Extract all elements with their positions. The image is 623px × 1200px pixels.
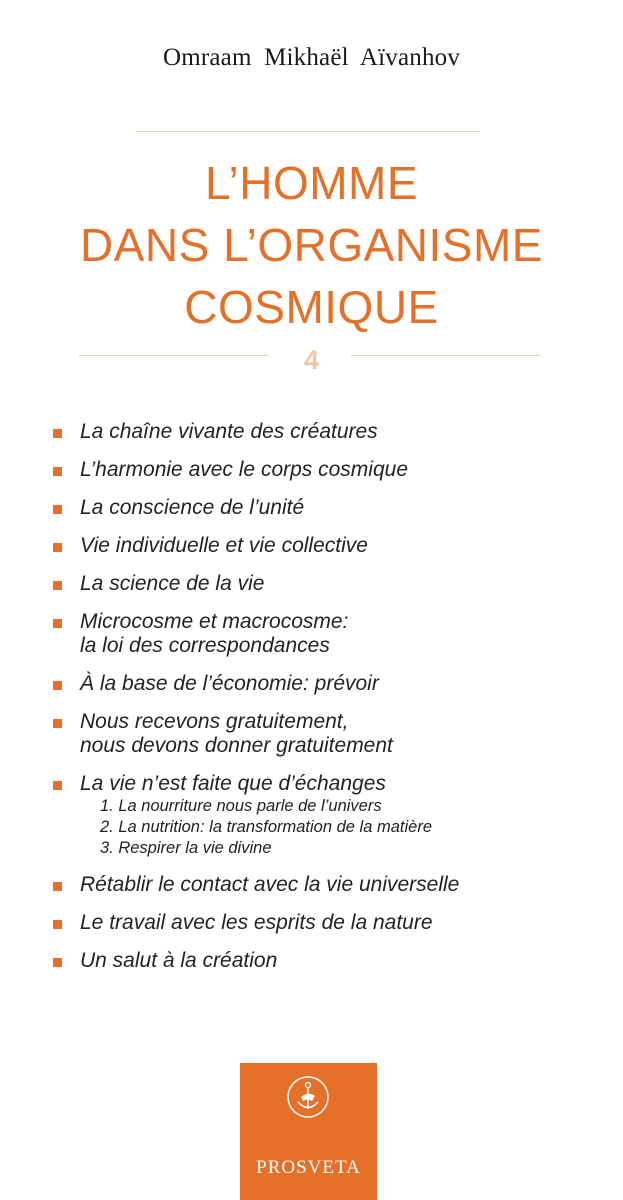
book-title: [0, 152, 623, 338]
title-line-1: L’HOMME: [204, 157, 419, 209]
publisher-logo: [240, 1063, 377, 1200]
square-bullet-icon: [53, 882, 62, 891]
square-bullet-icon: [53, 619, 62, 628]
toc-item: La conscience de l’unité: [53, 496, 613, 520]
toc-subitem: 3. Respirer la vie divine: [100, 839, 272, 857]
anchor-emblem-icon: [286, 1075, 330, 1119]
square-bullet-icon: [53, 719, 62, 728]
toc-item: Le travail avec les esprits de la nature: [53, 911, 613, 935]
publisher-name: PROSVETA: [256, 1157, 361, 1178]
toc-item: L’harmonie avec le corps cosmique: [53, 458, 613, 482]
title-line-2: DANS L’ORGANISME: [80, 219, 543, 271]
toc-item: La chaîne vivante des créatures: [53, 420, 613, 444]
toc-item: Rétablir le contact avec la vie universelle: [53, 873, 613, 897]
square-bullet-icon: [53, 505, 62, 514]
toc-subitem: 2. La nutrition: la transformation de la matière: [100, 818, 433, 836]
square-bullet-icon: [53, 543, 62, 552]
toc-item: La science de la vie: [53, 572, 613, 596]
square-bullet-icon: [53, 681, 62, 690]
toc-item: À la base de l’économie: prévoir: [53, 672, 613, 696]
toc-item: La vie n’est faite que d’échanges 1. La nourriture nous parle de l’univers 2. La nutrition: la transformation de la matière 3. Respirer la vie divine: [53, 772, 613, 859]
square-bullet-icon: [53, 581, 62, 590]
toc-item: Microcosme et macrocosme: la loi des correspondances: [53, 610, 613, 658]
square-bullet-icon: [53, 920, 62, 929]
toc-item: Vie individuelle et vie collective: [53, 534, 613, 558]
square-bullet-icon: [53, 781, 62, 790]
square-bullet-icon: [53, 429, 62, 438]
volume-rule-right: [351, 355, 540, 356]
top-rule: [136, 131, 480, 132]
toc-item: Nous recevons gratuitement, nous devons donner gratuitement: [53, 710, 613, 758]
toc-subitem: 1. La nourriture nous parle de l’univers: [100, 797, 382, 815]
volume-number: 4: [303, 345, 320, 375]
square-bullet-icon: [53, 467, 62, 476]
title-line-3: COSMIQUE: [184, 281, 439, 333]
toc-item: Un salut à la création: [53, 949, 613, 973]
author-name: Omraam Mikhaël Aïvanhov: [162, 44, 461, 71]
square-bullet-icon: [53, 958, 62, 967]
table-of-contents: [53, 420, 613, 973]
